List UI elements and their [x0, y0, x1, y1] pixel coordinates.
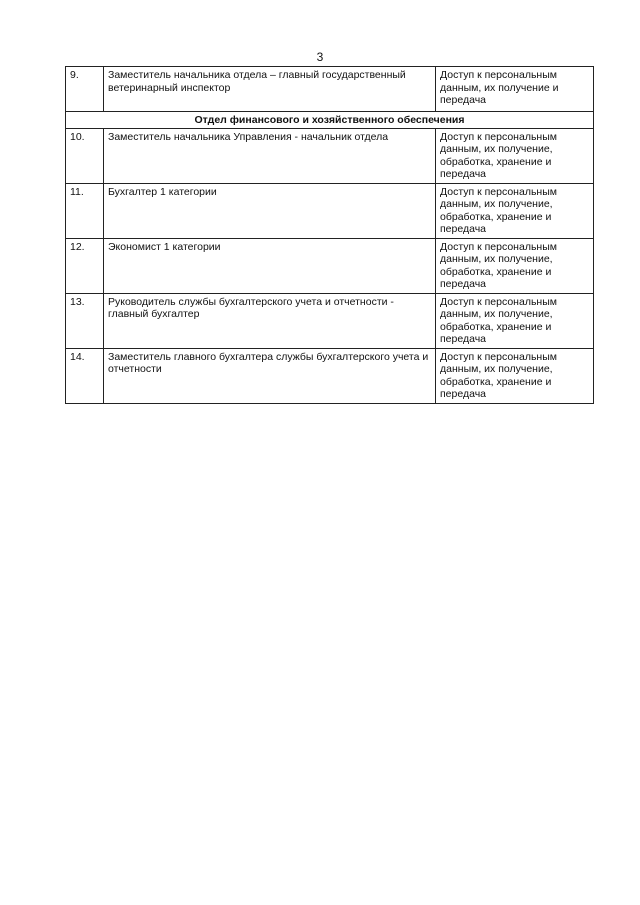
row-number: 11. [66, 183, 104, 238]
table-row [66, 238, 594, 293]
table-row [66, 293, 594, 348]
table-row [66, 348, 594, 403]
access-rights: Доступ к персональным данным, их получение, обработка, хранение и передача [436, 293, 594, 348]
row-number: 13. [66, 293, 104, 348]
position-title: Бухгалтер 1 категории [104, 183, 436, 238]
personnel-access-table [65, 66, 594, 404]
table-row [66, 67, 594, 112]
access-rights: Доступ к персональным данным, их получение, обработка, хранение и передача [436, 183, 594, 238]
page-number: 3 [316, 50, 324, 64]
position-title: Заместитель главного бухгалтера службы бухгалтерского учета и отчетности [104, 348, 436, 403]
row-number: 12. [66, 238, 104, 293]
access-rights: Доступ к персональным данным, их получение, обработка, хранение и передача [436, 238, 594, 293]
row-number: 10. [66, 128, 104, 183]
section-header-row [66, 112, 594, 129]
access-rights: Доступ к персональным данным, их получение, обработка, хранение и передача [436, 128, 594, 183]
position-title: Заместитель начальника Управления - начальник отдела [104, 128, 436, 183]
access-rights: Доступ к персональным данным, их получение, обработка, хранение и передача [436, 348, 594, 403]
position-title: Заместитель начальника отдела – главный государственный ветеринарный инспектор [104, 67, 436, 112]
access-rights: Доступ к персональным данным, их получение и передача [436, 67, 594, 112]
position-title: Руководитель службы бухгалтерского учета и отчетности - главный бухгалтер [104, 293, 436, 348]
table-row [66, 183, 594, 238]
table-row [66, 128, 594, 183]
section-title: Отдел финансового и хозяйственного обеспечения [66, 112, 594, 129]
row-number: 14. [66, 348, 104, 403]
row-number: 9. [66, 67, 104, 112]
position-title: Экономист 1 категории [104, 238, 436, 293]
